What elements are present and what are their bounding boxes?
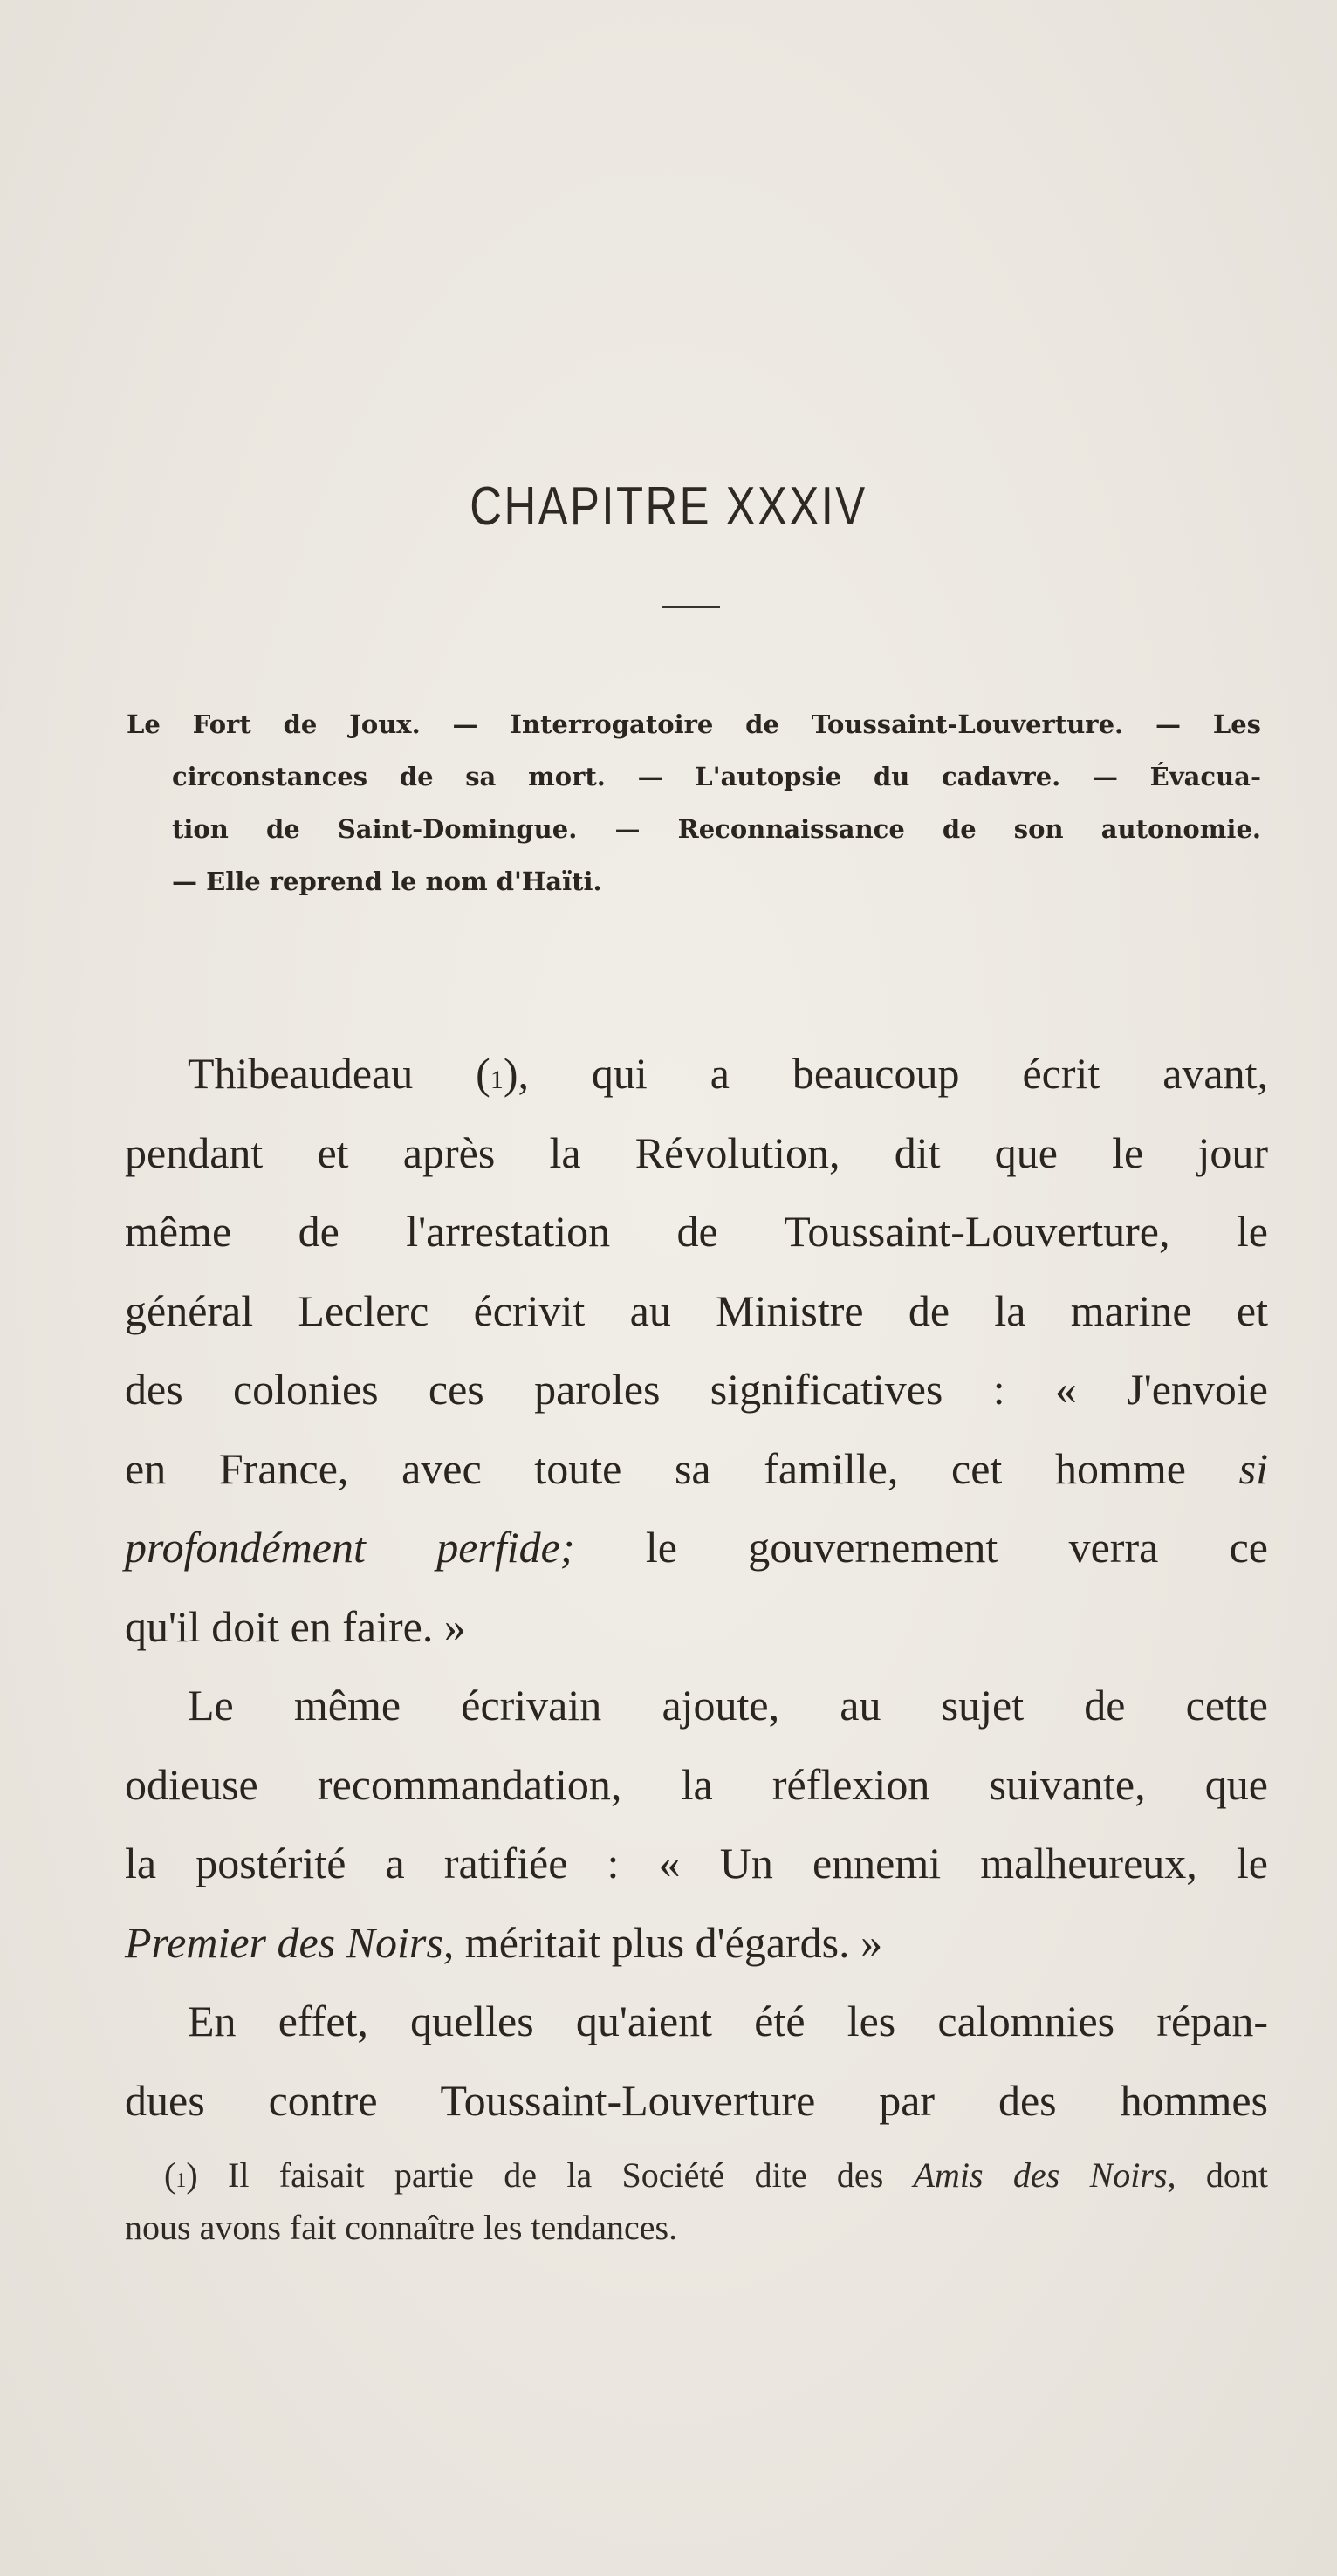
body-text — [125, 1034, 1268, 2140]
footnote-line: nous avons fait connaître les tendances. — [125, 2208, 678, 2247]
body-text-run: Thibeaudeau ( — [188, 1049, 490, 1098]
body-line — [125, 1508, 1268, 1587]
title-divider — [662, 606, 720, 608]
footnote-marker: ) — [186, 2155, 198, 2195]
body-line: pendant et après la Révolution, dit que le jour — [125, 1127, 1268, 1177]
footnote-text-run: Il faisait partie de la Société dite des — [197, 2155, 914, 2195]
footnote-reference: 1 — [490, 1065, 504, 1094]
body-text-run: le gouvernement verra ce — [574, 1523, 1269, 1572]
body-line — [125, 1429, 1268, 1509]
body-line: même de l'arrestation de Toussaint-Louverture, le — [125, 1207, 1268, 1256]
italic-text: Premier des Noirs, — [125, 1917, 455, 1967]
footnote — [125, 2149, 1268, 2254]
chapter-summary — [127, 698, 1261, 908]
italic-text: si — [1238, 1443, 1268, 1493]
body-line — [125, 1034, 1268, 1113]
body-text-run: en France, avec toute sa famille, cet homme — [125, 1443, 1239, 1493]
body-line: dues contre Toussaint-Louverture par des hommes — [125, 2075, 1268, 2125]
footnote-line — [125, 2149, 1268, 2202]
footnote-number: 1 — [175, 2169, 187, 2192]
body-text-run: ), qui a beaucoup écrit avant, — [503, 1049, 1268, 1098]
footnote-text-run: dont — [1176, 2155, 1268, 2195]
summary-line: Le Fort de Joux. — Interrogatoire de Toussaint-Louverture. — Les — [127, 709, 1261, 739]
italic-text: profondément perfide; — [125, 1523, 575, 1572]
footnote-marker: ( — [164, 2155, 176, 2195]
body-line: Le même écrivain ajoute, au sujet de cette — [188, 1681, 1268, 1730]
body-line: odieuse recommandation, la réflexion suivante, que — [125, 1759, 1268, 1809]
summary-line: tion de Saint-Domingue. — Reconnaissance de son autonomie. — [172, 814, 1261, 844]
body-line: la postérité a ratifiée : « Un ennemi malheureux, le — [125, 1839, 1268, 1887]
body-line: En effet, quelles qu'aient été les calomnies répan- — [188, 1997, 1268, 2045]
body-line — [125, 1903, 1268, 1983]
italic-text: Amis des Noirs, — [913, 2155, 1176, 2195]
chapter-title: CHAPITRE XXXIV — [470, 476, 867, 537]
body-line: qu'il doit en faire. » — [125, 1601, 466, 1651]
summary-line: circonstances de sa mort. — L'autopsie du cadavre. — Évacua- — [172, 762, 1261, 791]
body-line: des colonies ces paroles significatives : « J'envoie — [125, 1365, 1268, 1414]
summary-line: — Elle reprend le nom d'Haïti. — [172, 867, 602, 896]
body-text-run: méritait plus d'égards. » — [454, 1917, 883, 1967]
body-line: général Leclerc écrivit au Ministre de la marine et — [125, 1285, 1268, 1335]
